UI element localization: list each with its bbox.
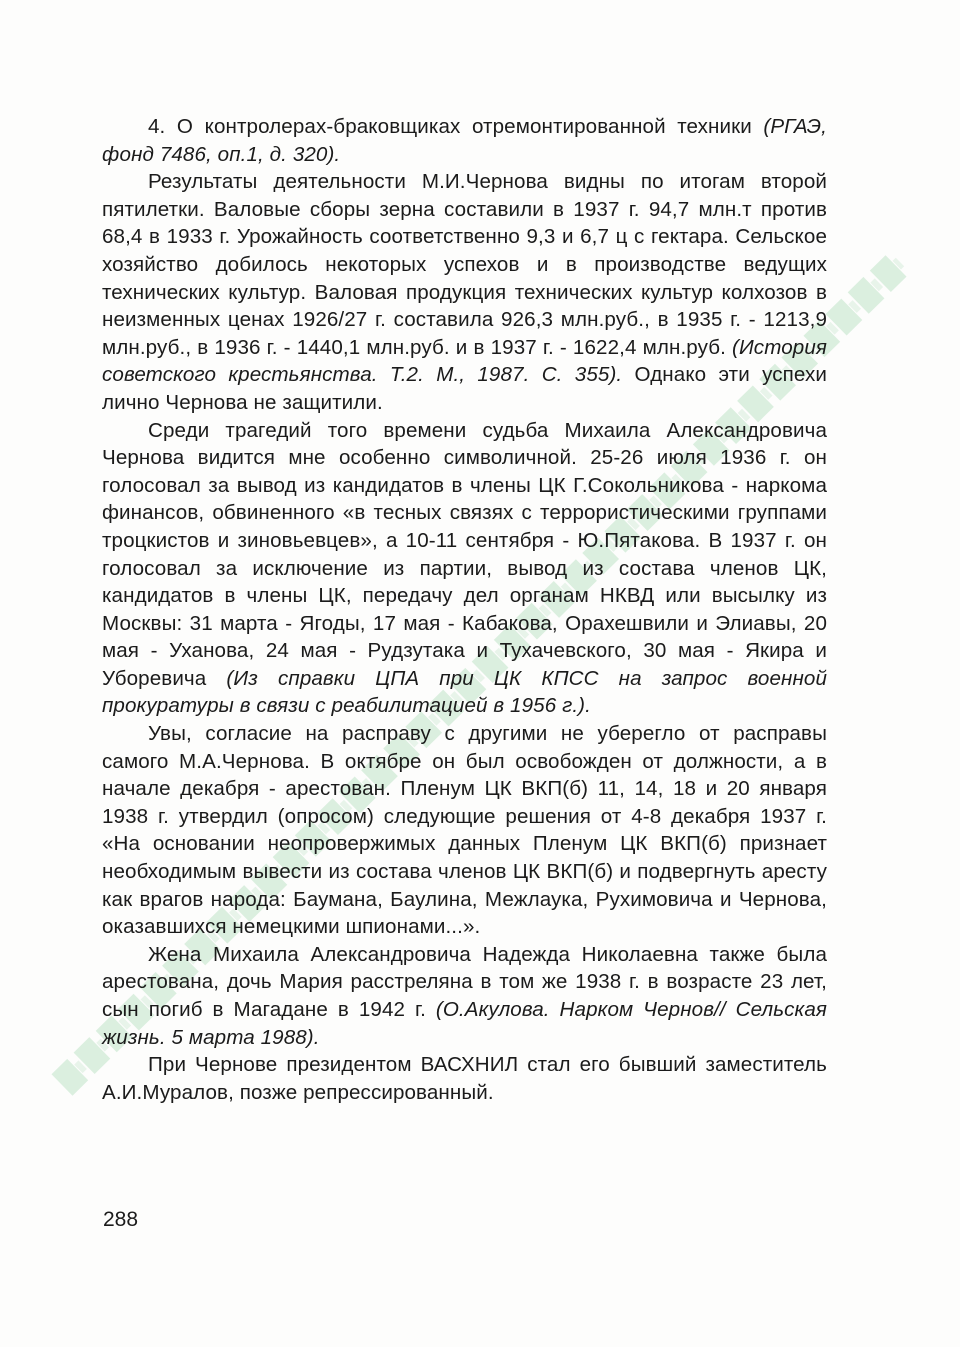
paragraph-3 — [102, 417, 827, 721]
paragraph-6 — [102, 1051, 827, 1106]
paragraph-1-citation: (РГАЭ, фонд 7486, оп.1, д. 320). — [102, 115, 827, 166]
page-number: 288 — [103, 1208, 139, 1231]
paragraph-1 — [102, 113, 827, 168]
paragraph-1-text: 4. О контролерах-браковщиках отремонтированной техники — [148, 115, 764, 138]
paragraph-5-text: Жена Михаила Александровича Надежда Николаевна также была арестована, дочь Мария расстреляна в том же 1938 г. в возрасте 23 лет, сын погиб в Магадане в 1942 г. — [102, 942, 827, 1021]
paragraph-5 — [102, 941, 827, 1051]
paragraph-2-citation: (История советского крестьянства. Т.2. М., 1987. С. 355). — [102, 335, 827, 387]
paragraph-2 — [102, 168, 827, 416]
paragraph-6-text: При Чернове президентом ВАСХНИЛ стал его бывший заместитель А.И.Муралов, позже репрессированный. — [102, 1053, 827, 1104]
paragraph-4-text: Увы, согласие на расправу с другими не уберегло от расправы самого М.А.Чернова. В октябре он был освобожден от должности, а в начале декабря - арестован. Пленум ЦК ВКП(б) 11, 14, 18 и 20 января 1938 г. утвердил (опросом) следующие решения от 4-8 декабря 1937 г. «На основании неопровержимых данных Пленум ЦК ВКП(б) признает необходимым вывести из состава членов ЦК ВКП(б) и подвергнуть аресту как врагов народа: Баумана, Баулина, Межлаука, Рухимовича и Чернова, оказавшихся немецкими шпионами...». — [102, 722, 827, 939]
paragraph-3-text: Среди трагедий того времени судьба Михаила Александровича Чернова видится мне особенно символичной. 25-26 июля 1936 г. он голосовал за вывод из кандидатов в члены ЦК Г.Сокольникова - наркома финансов, обвиненного «в тесных связях с террористическими группами троцкистов и зиновьевцев», а 10-11 сентября - Ю.Пятакова. В 1937 г. он голосовал за исключение из партии, вывод из состава членов ЦК, кандидатов в члены ЦК, передачу дел органам НКВД или высылку из Москвы: 31 марта - Ягоды, 17 мая - Кабакова, Орахешвили и Элиавы, 20 мая - Уханова, 24 мая - Рудзутака и Тухачевского, 30 мая - Якира и Уборевича — [102, 418, 827, 690]
paragraph-2-after: Однако эти успехи лично Чернова не защитили. — [102, 363, 828, 414]
paragraph-4 — [102, 720, 827, 941]
main-text — [102, 113, 827, 1106]
paragraph-3-citation: (Из справки ЦПА при ЦК КПСС на запрос военной прокуратуры в связи с реабилитацией в 1956 г.). — [102, 666, 827, 718]
paragraph-2-text: Результаты деятельности М.И.Чернова видны по итогам второй пятилетки. Валовые сборы зерна составили в 1937 г. 94,7 млн.т против 68,4 в 1933 г. Урожайность соответственно 9,3 и 6,7 ц с гектара. Сельское хозяйство добилось некоторых успехов и в производстве ведущих технических культур. Валовая продукция технических культур колхозов в неизменных ценах 1926/27 г. составила 926,3 млн.руб., в 1935 г. - 1213,9 млн.руб., в 1936 г. - 1440,1 млн.руб. и в 1937 г. - 1622,4 млн.руб. — [102, 170, 827, 359]
paragraph-5-citation: (О.Акулова. Нарком Чернов// Сельская жизнь. 5 марта 1988). — [102, 998, 827, 1049]
